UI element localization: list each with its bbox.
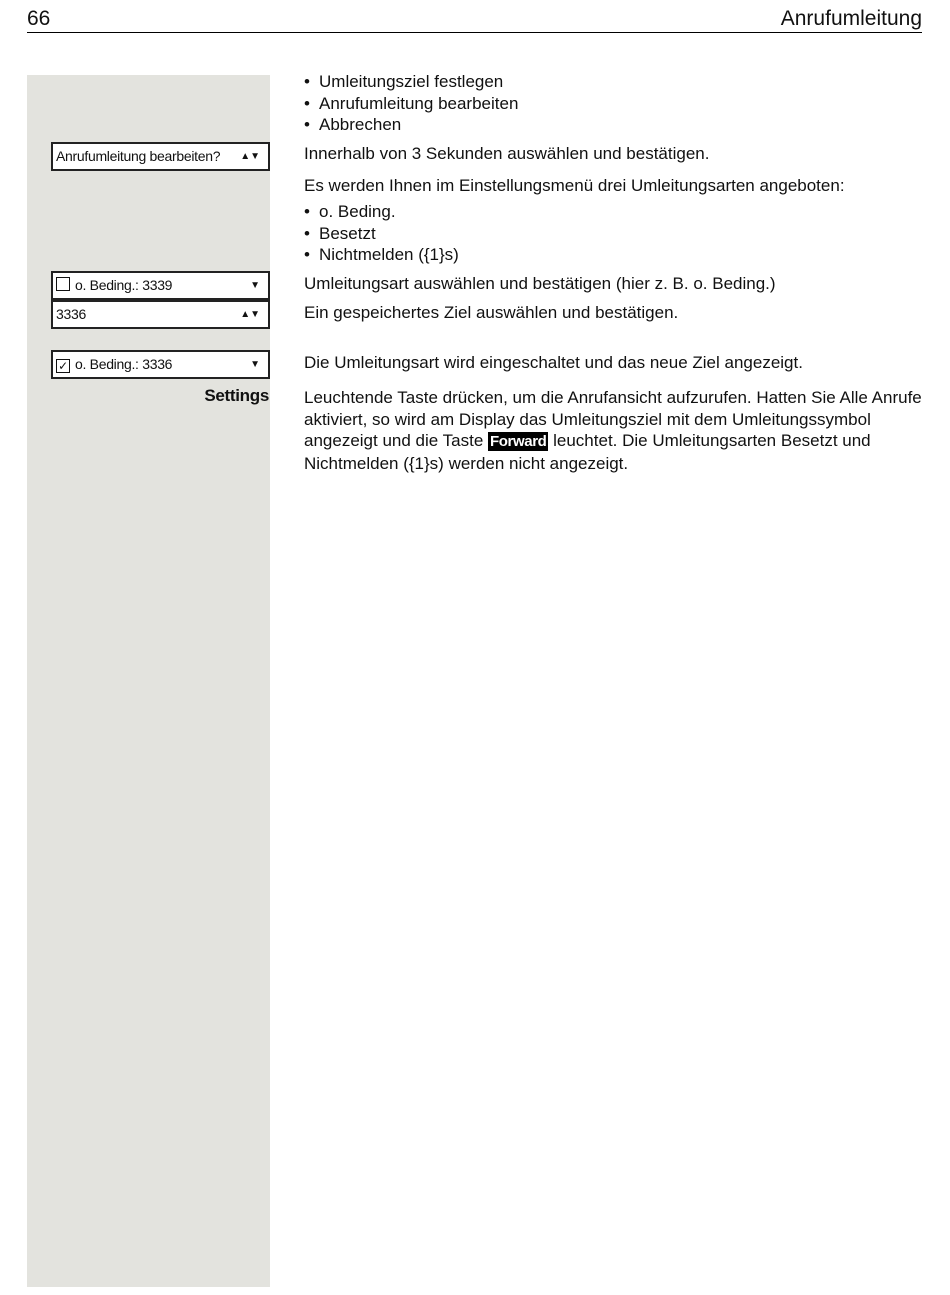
up-down-arrow-icon: ▲▼	[240, 309, 260, 320]
up-down-arrow-icon: ▲▼	[240, 151, 260, 162]
list-item: • Nichtmelden ({1}s)	[304, 244, 922, 266]
down-arrow-icon: ▼	[250, 359, 260, 370]
list-item: • Besetzt	[304, 223, 922, 245]
forwarding-types-list	[304, 201, 922, 266]
display-text: o. Beding.: 3339	[75, 277, 173, 293]
display-target-3336	[51, 300, 270, 329]
display-text: 3336	[56, 306, 86, 322]
checked-checkbox-icon: ✓	[56, 359, 70, 373]
list-item: • Umleitungsziel festlegen	[304, 71, 922, 93]
down-arrow-icon: ▼	[250, 280, 260, 291]
page-number: 66	[27, 7, 51, 30]
display-unconditional-3336	[51, 350, 270, 379]
display-edit-forwarding	[51, 142, 270, 171]
instruction-types-intro: Es werden Ihnen im Einstellungsmenü drei Umleitungsarten angeboten:	[304, 176, 845, 195]
list-item: • Abbrechen	[304, 114, 922, 136]
settings-key-label: Settings	[204, 386, 269, 405]
options-list	[304, 71, 922, 136]
list-item: • o. Beding.	[304, 201, 922, 223]
section-title: Anrufumleitung	[780, 7, 922, 30]
unchecked-checkbox-icon	[56, 277, 70, 291]
instruction-select-type: Umleitungsart auswählen und bestätigen (hier z. B. o. Beding.)	[304, 274, 776, 293]
instruction-type-enabled: Die Umleitungsart wird eingeschaltet und das neue Ziel angezeigt.	[304, 353, 803, 372]
sidebar-panel	[27, 75, 270, 1287]
forward-key-label: Forward	[490, 433, 547, 450]
display-text: o. Beding.: 3336	[75, 356, 173, 372]
display-text: Anrufumleitung bearbeiten?	[56, 148, 221, 164]
list-item: • Anrufumleitung bearbeiten	[304, 93, 922, 115]
page-header	[27, 4, 922, 33]
display-unconditional-3339	[51, 271, 270, 300]
instruction-select-confirm: Innerhalb von 3 Sekunden auswählen und bestätigen.	[304, 144, 710, 163]
instruction-press-key: Leuchtende Taste drücken, um die Anrufansicht aufzurufen. Hatten Sie Alle Anrufe aktiviert, so wird am Display das Umleitungsziel mit dem Umleitungssymbol angezeigt und die Taste Forward leuchtet. Die Umleitungsarten Besetzt und Nichtmelden ({1}s) werden nicht angezeigt.	[304, 388, 922, 473]
instruction-select-target: Ein gespeichertes Ziel auswählen und bestätigen.	[304, 303, 679, 322]
